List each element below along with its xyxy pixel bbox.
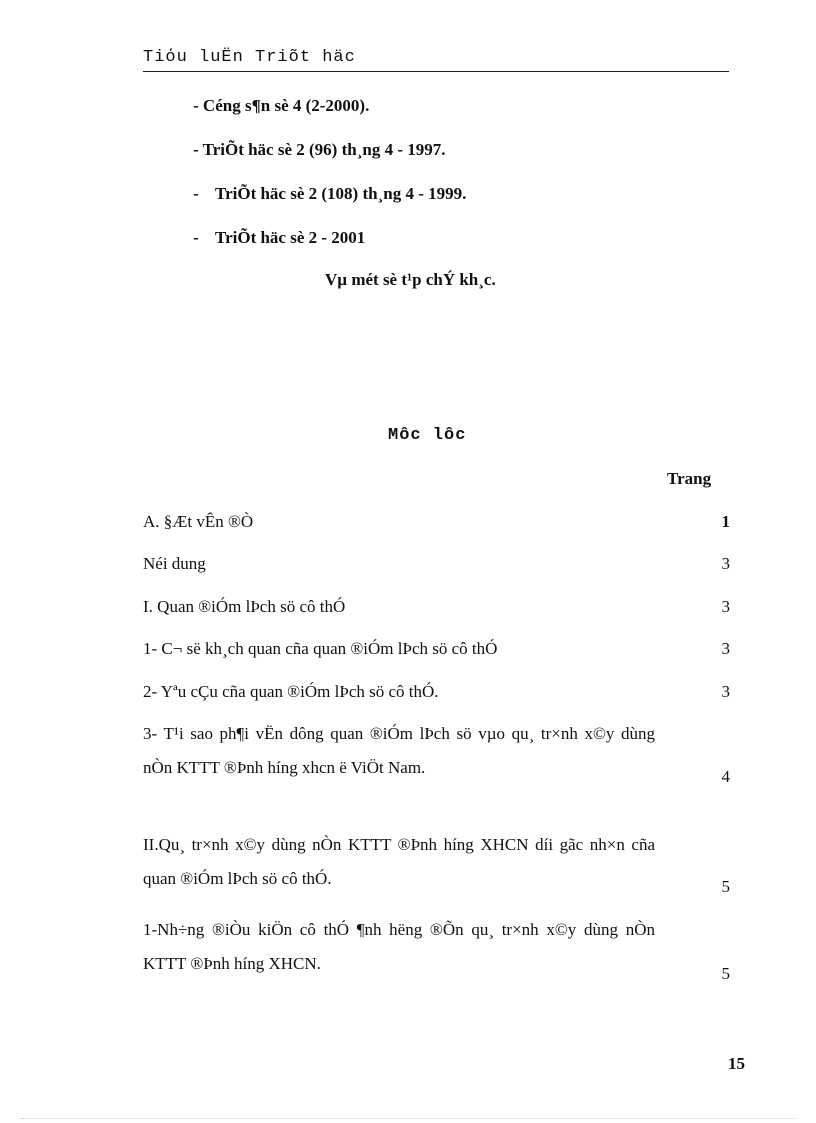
footer-rule bbox=[20, 1118, 796, 1119]
toc-entry-page: 5 bbox=[721, 877, 730, 896]
reference-text: TriÕt häc sè 2 (96) th¸ng 4 - 1997. bbox=[202, 140, 446, 159]
toc-entry-text: 3- T¹i sao ph¶i vËn dông quan ®iÓm lÞch sö vµo qu¸ tr×nh x©y dùng nÒn KTTT ®Þnh híng xhcn ë ViÖt Nam. bbox=[143, 724, 655, 777]
toc-entry-text: 1- C¬ së kh¸ch quan cña quan ®iÓm lÞch sö cô thÓ bbox=[143, 639, 498, 658]
reference-dash: - bbox=[193, 96, 199, 115]
toc-title: Môc lôc bbox=[388, 426, 467, 445]
references-etc: Vµ mét sè t¹p chÝ kh¸c. bbox=[325, 270, 496, 289]
header-rule bbox=[143, 71, 729, 72]
reference-item bbox=[193, 184, 466, 204]
toc-page-header: Trang bbox=[667, 469, 712, 488]
toc-entry-page: 5 bbox=[721, 964, 730, 983]
reference-text: Céng s¶n sè 4 (2-2000). bbox=[202, 96, 370, 115]
toc-entry-page: 1 bbox=[721, 512, 730, 531]
toc-entry-text: A. §Æt vÊn ®Ò bbox=[143, 512, 254, 531]
toc-entry-page: 3 bbox=[721, 639, 730, 658]
toc-entry-text: Néi dung bbox=[143, 554, 206, 573]
toc-entry-page: 3 bbox=[721, 597, 730, 616]
reference-dash: - bbox=[193, 184, 199, 203]
running-header: Tiόu luËn Triõt häc bbox=[143, 48, 356, 67]
reference-item bbox=[193, 140, 445, 160]
toc-entry-text: II.Qu¸ tr×nh x©y dùng nÒn KTTT ®Þnh híng XHCN díi gãc nh×n cña quan ®iÓm lÞch sö cô thÓ. bbox=[143, 835, 655, 888]
reference-text: TriÕt häc sè 2 (108) th¸ng 4 - 1999. bbox=[215, 184, 467, 203]
reference-dash: - bbox=[193, 228, 199, 247]
toc-entry-page: 4 bbox=[721, 767, 730, 786]
toc-entry-text: I. Quan ®iÓm lÞch sö cô thÓ bbox=[143, 597, 346, 616]
toc-entry-text: 1-Nh÷ng ®iÒu kiÖn cô thÓ ¶nh hëng ®Õn qu¸ tr×nh x©y dùng nÒn KTTT ®Þnh híng XHCN. bbox=[143, 920, 655, 973]
toc-entry-page: 3 bbox=[721, 682, 730, 701]
reference-item bbox=[193, 228, 365, 248]
reference-dash: - bbox=[193, 140, 199, 159]
page-number: 15 bbox=[728, 1054, 745, 1073]
reference-item bbox=[193, 96, 369, 116]
toc-entry-text: 2- Yªu cÇu cña quan ®iÓm lÞch sö cô thÓ. bbox=[143, 682, 439, 701]
reference-text: TriÕt häc sè 2 - 2001 bbox=[215, 228, 366, 247]
toc-entry-page: 3 bbox=[721, 554, 730, 573]
